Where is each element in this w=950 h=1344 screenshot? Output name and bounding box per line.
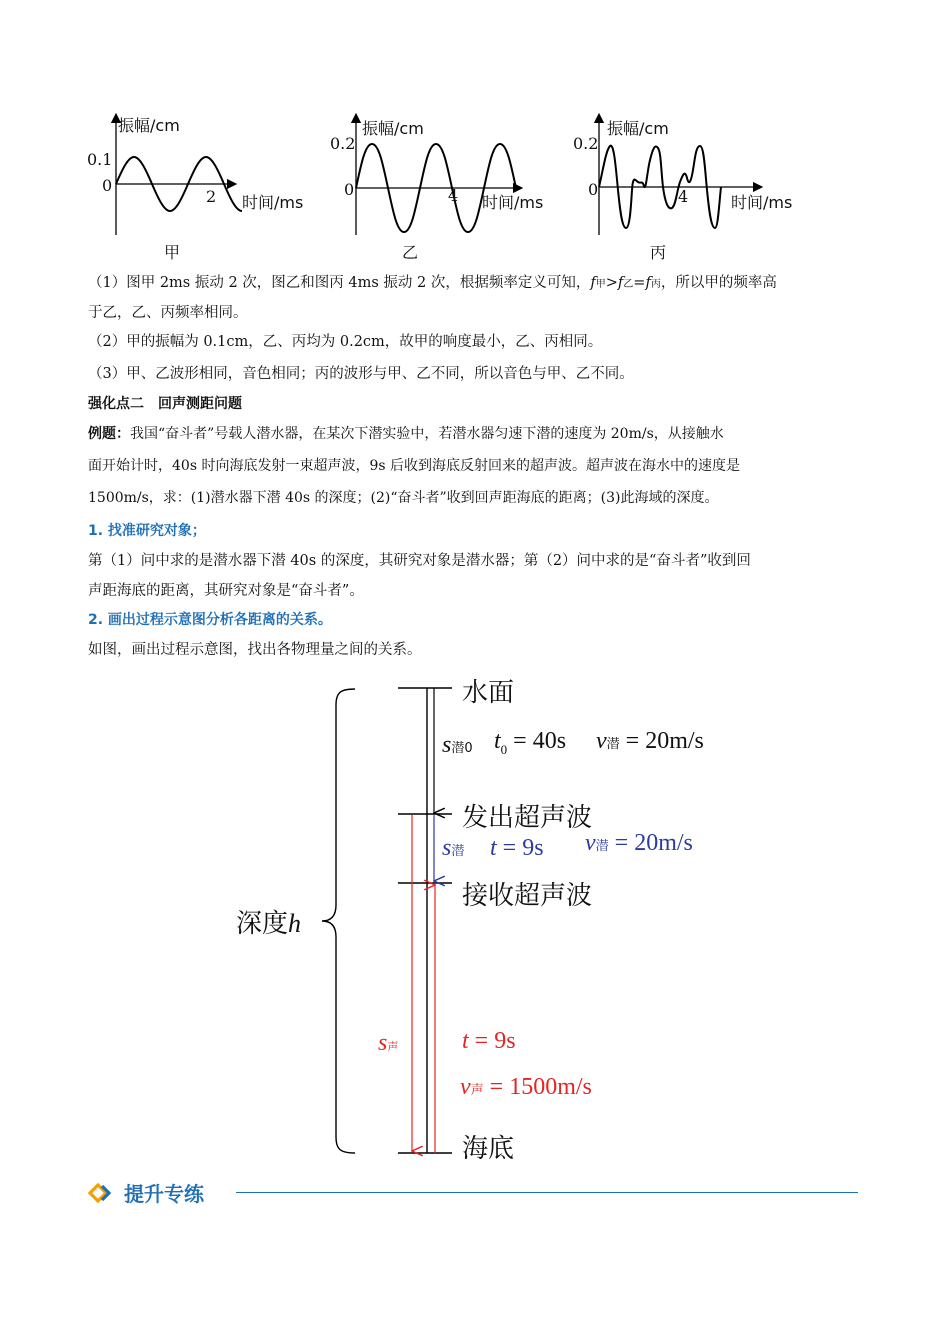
eq-v-qian-blue [585,830,693,857]
double-chevron-icon [88,1183,122,1203]
practice-divider [236,1192,858,1193]
bing-xtick: 4 [678,187,689,206]
sub-qian: 潜 [595,839,609,854]
eq-v-qian [596,728,704,755]
step2-heading: 2. 画出过程示意图分析各距离的关系。 [88,612,332,628]
step1-text-line1: 第（1）问中求的是潜水器下潜 40s 的深度，其研究对象是潜水器；第（2）问中求的是“奋斗者”收到回 [88,553,751,569]
v-var: v [596,728,607,754]
depth-text: 深度 [236,909,289,939]
example-l1: 我国“奋斗者”号载人潜水器，在某次下潜实验中，若潜水器匀速下潜的速度为 20m/s，从接触水 [130,426,724,442]
t-var: t [490,835,497,861]
label-receive: 接收超声波 [462,881,593,911]
bing-zero: 0 [588,180,599,199]
yi-zero: 0 [344,180,355,199]
sub-bing: 丙 [650,279,661,290]
t-var: t [462,1028,469,1054]
jia-caption: 甲 [164,243,181,262]
bing-caption: 丙 [650,243,667,262]
sub-jia: 甲 [595,279,606,290]
yi-y-axis-label: 振幅/cm [362,119,424,138]
t-val: = 9s [468,1028,516,1054]
eq-s-qian [442,835,464,862]
label-depth [236,903,301,940]
yi-x-axis-label: 时间/ms [482,193,544,212]
jia-xtick: 2 [206,187,217,206]
example-line3: 1500m/s，求：(1)潜水器下潜 40s 的深度；(2)“奋斗者”收到回声距海底的距离；(3)此海域的深度。 [88,490,719,506]
step1-heading: 1. 找准研究对象； [88,523,206,539]
v-val: = 20m/s [608,830,693,856]
analysis-p3: （3）甲、乙波形相同，音色相同；丙的波形与甲、乙不同，所以音色与甲、乙不同。 [88,366,634,382]
s-var: s [442,835,452,861]
example-line1 [88,419,863,449]
analysis-p1-b: ，所以甲的频率高 [660,275,777,291]
t0-sub: 0 [500,741,508,757]
eq-s-qian0 [442,732,473,759]
yi-xtick: 4 [448,186,459,205]
eq-t0 [494,728,566,758]
jia-x-axis-label: 时间/ms [242,193,304,212]
bing-y-axis-label: 振幅/cm [607,119,669,138]
eq-t-red [462,1028,516,1055]
sub-sheng: 声 [470,1083,484,1098]
jia-zero: 0 [102,176,113,195]
sub-qian: 潜 [451,844,465,859]
analysis-p1-line1 [88,268,863,300]
t-var: t [494,728,501,754]
wave-graphs-svg [80,110,840,270]
label-emit: 发出超声波 [462,803,593,833]
v-var: v [460,1074,471,1100]
yi-ytick: 0.2 [330,134,356,153]
v-sheng-val: = 1500m/s [483,1074,592,1100]
s-var: s [378,1030,388,1056]
jia-ytick: 0.1 [87,150,113,169]
gt-sign: > [605,275,618,291]
v-var: v [585,830,596,856]
sub-qian0: 潜0 [451,741,473,756]
label-seabed: 海底 [462,1134,515,1164]
eq-v-sheng [460,1074,592,1101]
analysis-p1-a: （1）图甲 2ms 振动 2 次，图乙和图丙 4ms 振动 2 次，根据频率定义可知， [88,275,591,291]
step1-text-line2: 声距海底的距离，其研究对象是“奋斗者”。 [88,583,364,599]
label-surface: 水面 [462,678,515,708]
f-var: f [617,275,624,291]
sub-yi: 乙 [623,279,634,290]
practice-title: 提升专练 [124,1182,204,1206]
f-var: f [645,275,651,291]
practice-header [88,1178,863,1210]
v-val: = 20m/s [619,728,704,754]
analysis-p2: （2）甲的振幅为 0.1cm，乙、丙均为 0.2cm，故甲的响度最小，乙、丙相同。 [88,334,603,350]
depth-var: h [288,909,302,938]
eq-sign: = [633,275,646,291]
example-line2: 面开始计时，40s 时向海底发射一束超声波，9s 后收到海底反射回来的超声波。超声波在海水中的速度是 [88,458,740,474]
s-var: s [442,732,452,758]
example-label: 例题： [88,426,130,442]
eq-s-sheng [378,1030,398,1057]
t-val: = 9s [496,835,544,861]
step2-text: 如图，画出过程示意图，找出各物理量之间的关系。 [88,642,422,658]
analysis-p1-line2: 于乙，乙、丙频率相同。 [88,305,248,321]
eq-t-blue [490,835,544,862]
f-var: f [590,275,596,291]
bing-x-axis-label: 时间/ms [731,193,793,212]
t0-val: = 40s [507,728,567,754]
sub-qian: 潜 [606,737,620,752]
jia-y-axis-label: 振幅/cm [118,116,180,135]
section-title: 强化点二 回声测距问题 [88,396,242,412]
yi-caption: 乙 [402,243,419,262]
bing-ytick: 0.2 [573,134,599,153]
depth-brace [322,689,355,1153]
sub-sheng: 声 [387,1040,399,1053]
